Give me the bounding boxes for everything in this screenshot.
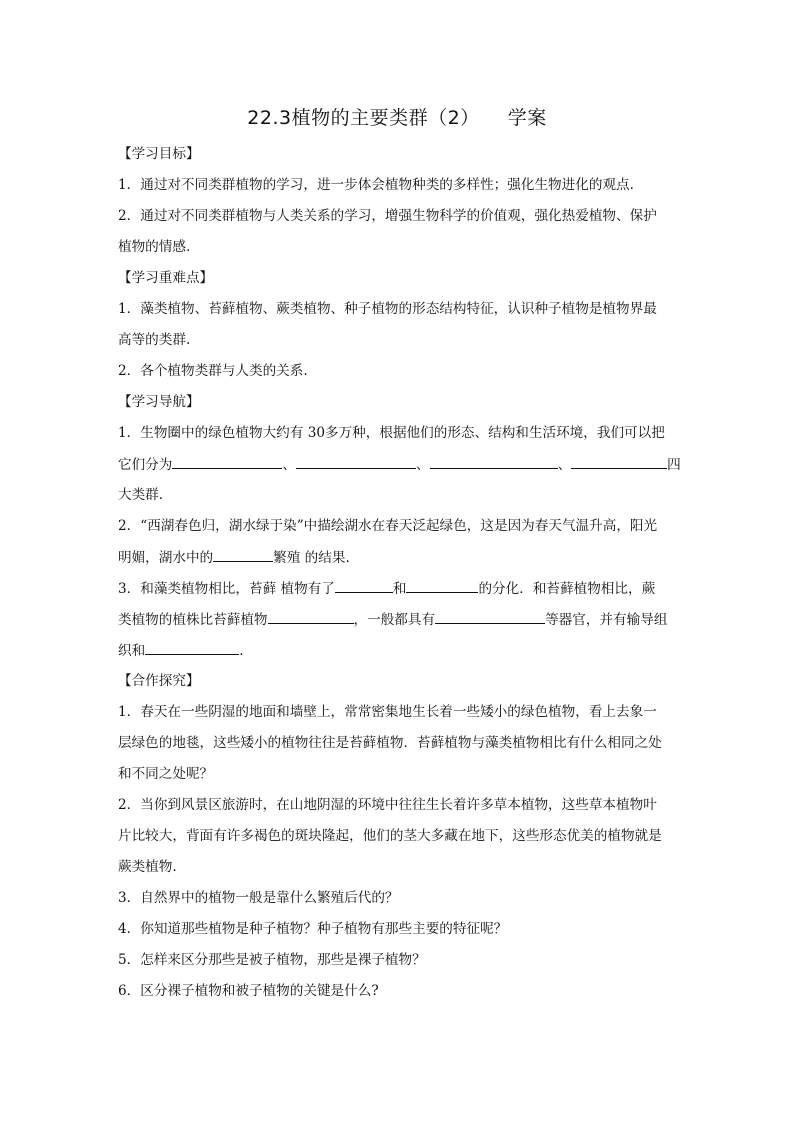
explore-6: 6．区分裸子植物和被子植物的关键是什么?: [118, 983, 379, 999]
nav-q3a-post: 的分化．和苔藓植物相比，蕨: [478, 581, 656, 597]
nav-q1c: 大类群.: [118, 487, 164, 503]
nav-q3b-mid: ，一般都具有: [353, 612, 436, 628]
answer-blank-8[interactable]: [268, 609, 354, 624]
explore-1b: 层绿色的地毯，这些矮小的植物往往是苔藓植物．苔藓植物与藻类植物相比有什么相同之处: [118, 735, 662, 751]
nav-q2b: [118, 547, 678, 578]
answer-blank-3[interactable]: [430, 454, 558, 469]
nav-q2b-pre: 明媚，湖水中的: [118, 550, 214, 566]
nav-q3c: [118, 640, 678, 671]
answer-blank-10[interactable]: [145, 640, 239, 655]
answer-blank-1[interactable]: [172, 454, 282, 469]
answer-blank-7[interactable]: [406, 578, 478, 593]
nav-q2a: 2．“西湖春色归，湖水绿于染”中描绘湖水在春天泛起绿色，这是因为春天气温升高，阳光: [118, 518, 658, 534]
answer-blank-2[interactable]: [296, 454, 416, 469]
goal-1: 1．通过对不同类群植物的学习，进一步体会植物种类的多样性；强化生物进化的观点.: [118, 177, 634, 193]
separator: 、: [557, 457, 572, 473]
answer-blank-5[interactable]: [213, 547, 273, 562]
nav-q1b-post: 四: [667, 457, 681, 473]
nav-q1b-pre: 它们分为: [118, 457, 173, 473]
nav-q3b-post: 等器官，并有输导组: [545, 612, 668, 628]
explore-4: 4．你知道那些植物是种子植物？种子植物有那些主要的特征呢？: [118, 921, 508, 937]
answer-blank-4[interactable]: [571, 454, 667, 469]
nav-q1b: [118, 454, 681, 485]
key-1a: 1．藻类植物、苔藓植物、蕨类植物、种子植物的形态结构特征，认识种子植物是植物界最: [118, 301, 657, 317]
goal-2b: 植物的情感.: [118, 239, 191, 255]
nav-q3c-pre: 织和: [118, 643, 146, 659]
explore-2b: 片比较大，背面有许多褐色的斑块隆起，他们的茎大多藏在地下，这些形态优美的植物就是: [118, 828, 662, 844]
document-body: [118, 144, 681, 1012]
key-2: 2．各个植物类群与人类的关系.: [118, 363, 308, 379]
document-title: [0, 103, 794, 130]
nav-q3b: [118, 609, 678, 640]
goal-2a: 2．通过对不同类群植物与人类关系的学习，增强生物科学的价值观，强化热爱植物、保护: [118, 208, 657, 224]
section-heading-explore: 【合作探究】: [118, 673, 200, 689]
separator: 、: [415, 457, 430, 473]
nav-q3a-pre: 3．和藻类植物相比，苔藓 植物有了: [118, 581, 335, 597]
answer-blank-9[interactable]: [435, 609, 545, 624]
nav-q3b-pre: 类植物的植株比苔藓植物: [118, 612, 268, 628]
key-1b: 高等的类群.: [118, 332, 191, 348]
answer-blank-6[interactable]: [335, 578, 393, 593]
separator: 、: [282, 457, 296, 473]
nav-q2b-post: 繁殖 的结果.: [273, 550, 350, 566]
nav-q3a-mid: 和: [392, 581, 407, 597]
nav-q3a: [118, 578, 678, 609]
explore-2c: 蕨类植物.: [118, 859, 177, 875]
section-heading-key: 【学习重难点】: [118, 270, 214, 286]
title-suffix: 学案: [507, 107, 547, 129]
explore-1a: 1．春天在一些阴湿的地面和墙壁上，常常密集地生长着一些矮小的绿色植物，看上去象一: [118, 704, 657, 720]
explore-3: 3．自然界中的植物一般是靠什么繁殖后代的？: [118, 890, 399, 906]
explore-5: 5．怎样来区分那些是被子植物，那些是裸子植物？: [118, 952, 426, 968]
nav-q3c-post: .: [239, 643, 244, 659]
section-heading-goals: 【学习目标】: [118, 146, 200, 162]
nav-q1a: 1．生物圈中的绿色植物大约有 30多万种，根据他们的形态、结构和生活环境，我们可以把: [118, 425, 665, 441]
explore-2a: 2．当你到风景区旅游时，在山地阴湿的环境中往往生长着许多草本植物，这些草本植物叶: [118, 797, 657, 813]
title-main: 22.3植物的主要类群（2）: [247, 107, 480, 129]
section-heading-nav: 【学习导航】: [118, 394, 200, 410]
explore-1c: 和不同之处呢？: [118, 766, 214, 782]
